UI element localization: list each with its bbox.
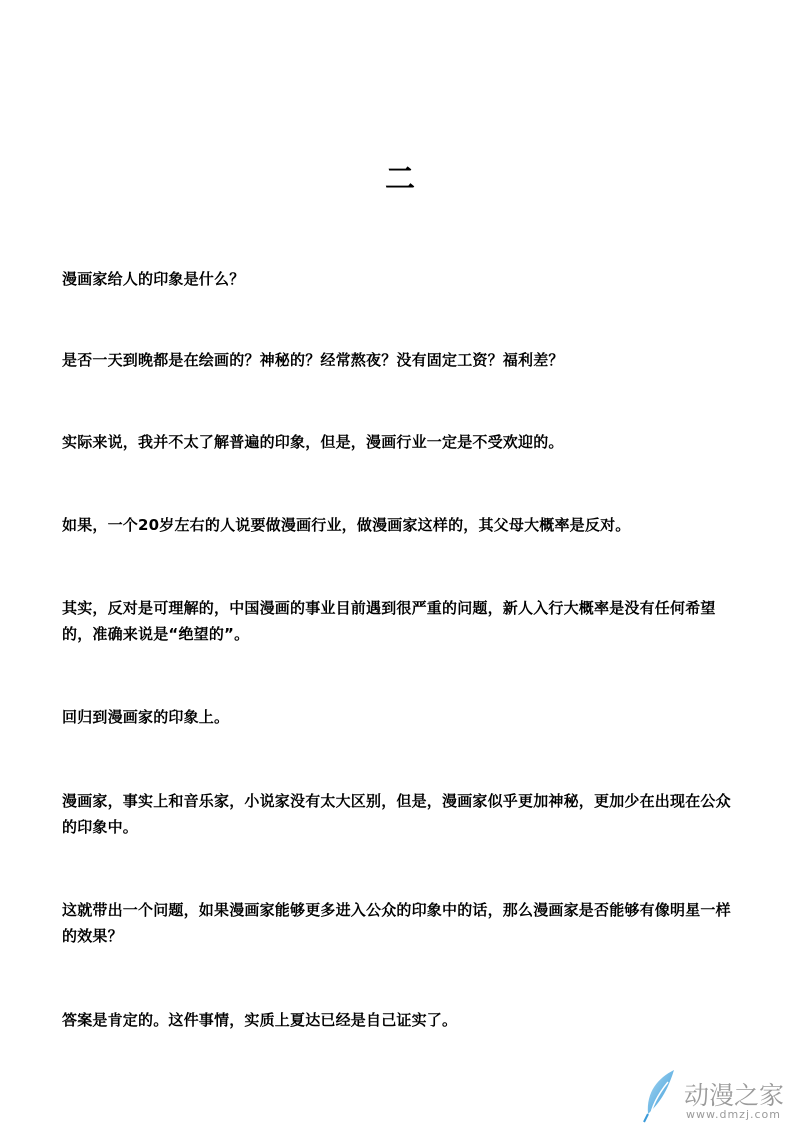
paragraph-5: 其实，反对是可理解的，中国漫画的事业目前遇到很严重的问题，新人入行大概率是没有任何希望的，准确来说是“绝望的”。 (62, 599, 716, 643)
paragraph-6: 回归到漫画家的印象上。 (62, 708, 230, 726)
watermark-brand: 动漫之家 (684, 1081, 785, 1110)
paragraph-8: 这就带出一个问题，如果漫画家能够更多进入公众的印象中的话，那么漫画家是否能够有像明星一样的效果？ (62, 901, 731, 945)
paragraph-1: 漫画家给人的印象是什么？ (62, 270, 245, 288)
paragraph-9: 答案是肯定的。这件事情，实质上夏达已经是自己证实了。 (62, 1011, 458, 1029)
paragraph-2: 是否一天到晚都是在绘画的？神秘的？经常熬夜？没有固定工资？福利差？ (62, 351, 564, 369)
watermark-url: www.dmzj.com (686, 1108, 781, 1121)
paragraph-3: 实际来说，我并不太了解普遍的印象，但是，漫画行业一定是不受欢迎的。 (62, 433, 564, 451)
chapter-title: 二 (385, 162, 415, 197)
watermark (636, 1066, 796, 1126)
paragraph-4: 如果，一个20岁左右的人说要做漫画行业，做漫画家这样的，其父母大概率是反对。 (62, 516, 631, 534)
paragraph-7: 漫画家，事实上和音乐家，小说家没有太大区别，但是，漫画家似乎更加神秘，更加少在出现在公众的印象中。 (62, 792, 731, 836)
feather-logo-icon (638, 1068, 682, 1124)
